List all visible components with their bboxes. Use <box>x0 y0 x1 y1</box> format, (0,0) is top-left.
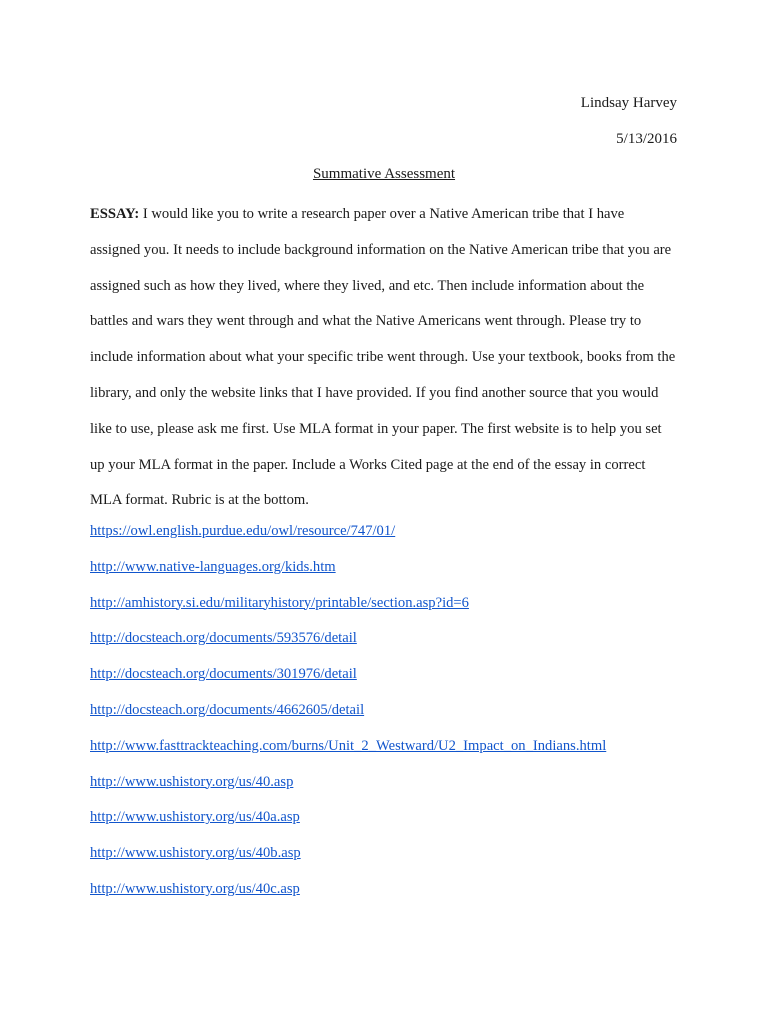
resource-link-11[interactable]: http://www.ushistory.org/us/40c.asp <box>90 880 300 897</box>
list-item <box>90 765 606 801</box>
essay-label: ESSAY: <box>90 206 140 222</box>
author-name: Lindsay Harvey <box>580 95 677 111</box>
document-date: 5/13/2016 <box>616 131 677 147</box>
list-item <box>90 836 606 872</box>
document-title-text: Summative Assessment <box>312 166 456 182</box>
list-item <box>90 586 606 622</box>
list-item <box>90 514 606 550</box>
resource-link-8[interactable]: http://www.ushistory.org/us/40.asp <box>90 773 294 790</box>
resource-link-7[interactable]: http://www.fasttrackteaching.com/burns/Unit_2_Westward/U2_Impact_on_Indians.html <box>90 737 607 754</box>
list-item <box>90 872 606 908</box>
list-item <box>90 800 606 836</box>
essay-text: I would like you to write a research paper over a Native American tribe that I have assigned you. It needs to include background information on the Native American tribe that you are assigned such as how they lived, where they lived, and etc. Then include information about the battles and wars they went through and what the Native Americans went through. Please try to include information about what your specific tribe went through. Use your textbook, books from the library, and only the website links that I have provided. If you find another source that you would like to use, please ask me first. Use MLA format in your paper. The first website is to help you set up your MLA format in the paper. Include a Works Cited page at the end of the essay in correct MLA format. Rubric is at the bottom. <box>90 206 676 509</box>
essay-paragraph <box>90 197 678 519</box>
list-item <box>90 621 606 657</box>
list-item <box>90 693 606 729</box>
resource-link-2[interactable]: http://www.native-languages.org/kids.htm <box>90 558 336 575</box>
document-title <box>0 165 768 183</box>
list-item <box>90 550 606 586</box>
link-list <box>90 514 606 908</box>
resource-link-4[interactable]: http://docsteach.org/documents/593576/detail <box>90 630 357 647</box>
resource-link-10[interactable]: http://www.ushistory.org/us/40b.asp <box>90 845 301 862</box>
resource-link-5[interactable]: http://docsteach.org/documents/301976/detail <box>90 666 357 683</box>
resource-link-9[interactable]: http://www.ushistory.org/us/40a.asp <box>90 809 300 826</box>
resource-link-6[interactable]: http://docsteach.org/documents/4662605/detail <box>90 701 365 718</box>
resource-link-3[interactable]: http://amhistory.si.edu/militaryhistory/printable/section.asp?id=6 <box>90 594 469 611</box>
resource-link-1[interactable]: https://owl.english.purdue.edu/owl/resource/747/01/ <box>90 523 396 539</box>
list-item <box>90 729 606 765</box>
list-item <box>90 657 606 693</box>
